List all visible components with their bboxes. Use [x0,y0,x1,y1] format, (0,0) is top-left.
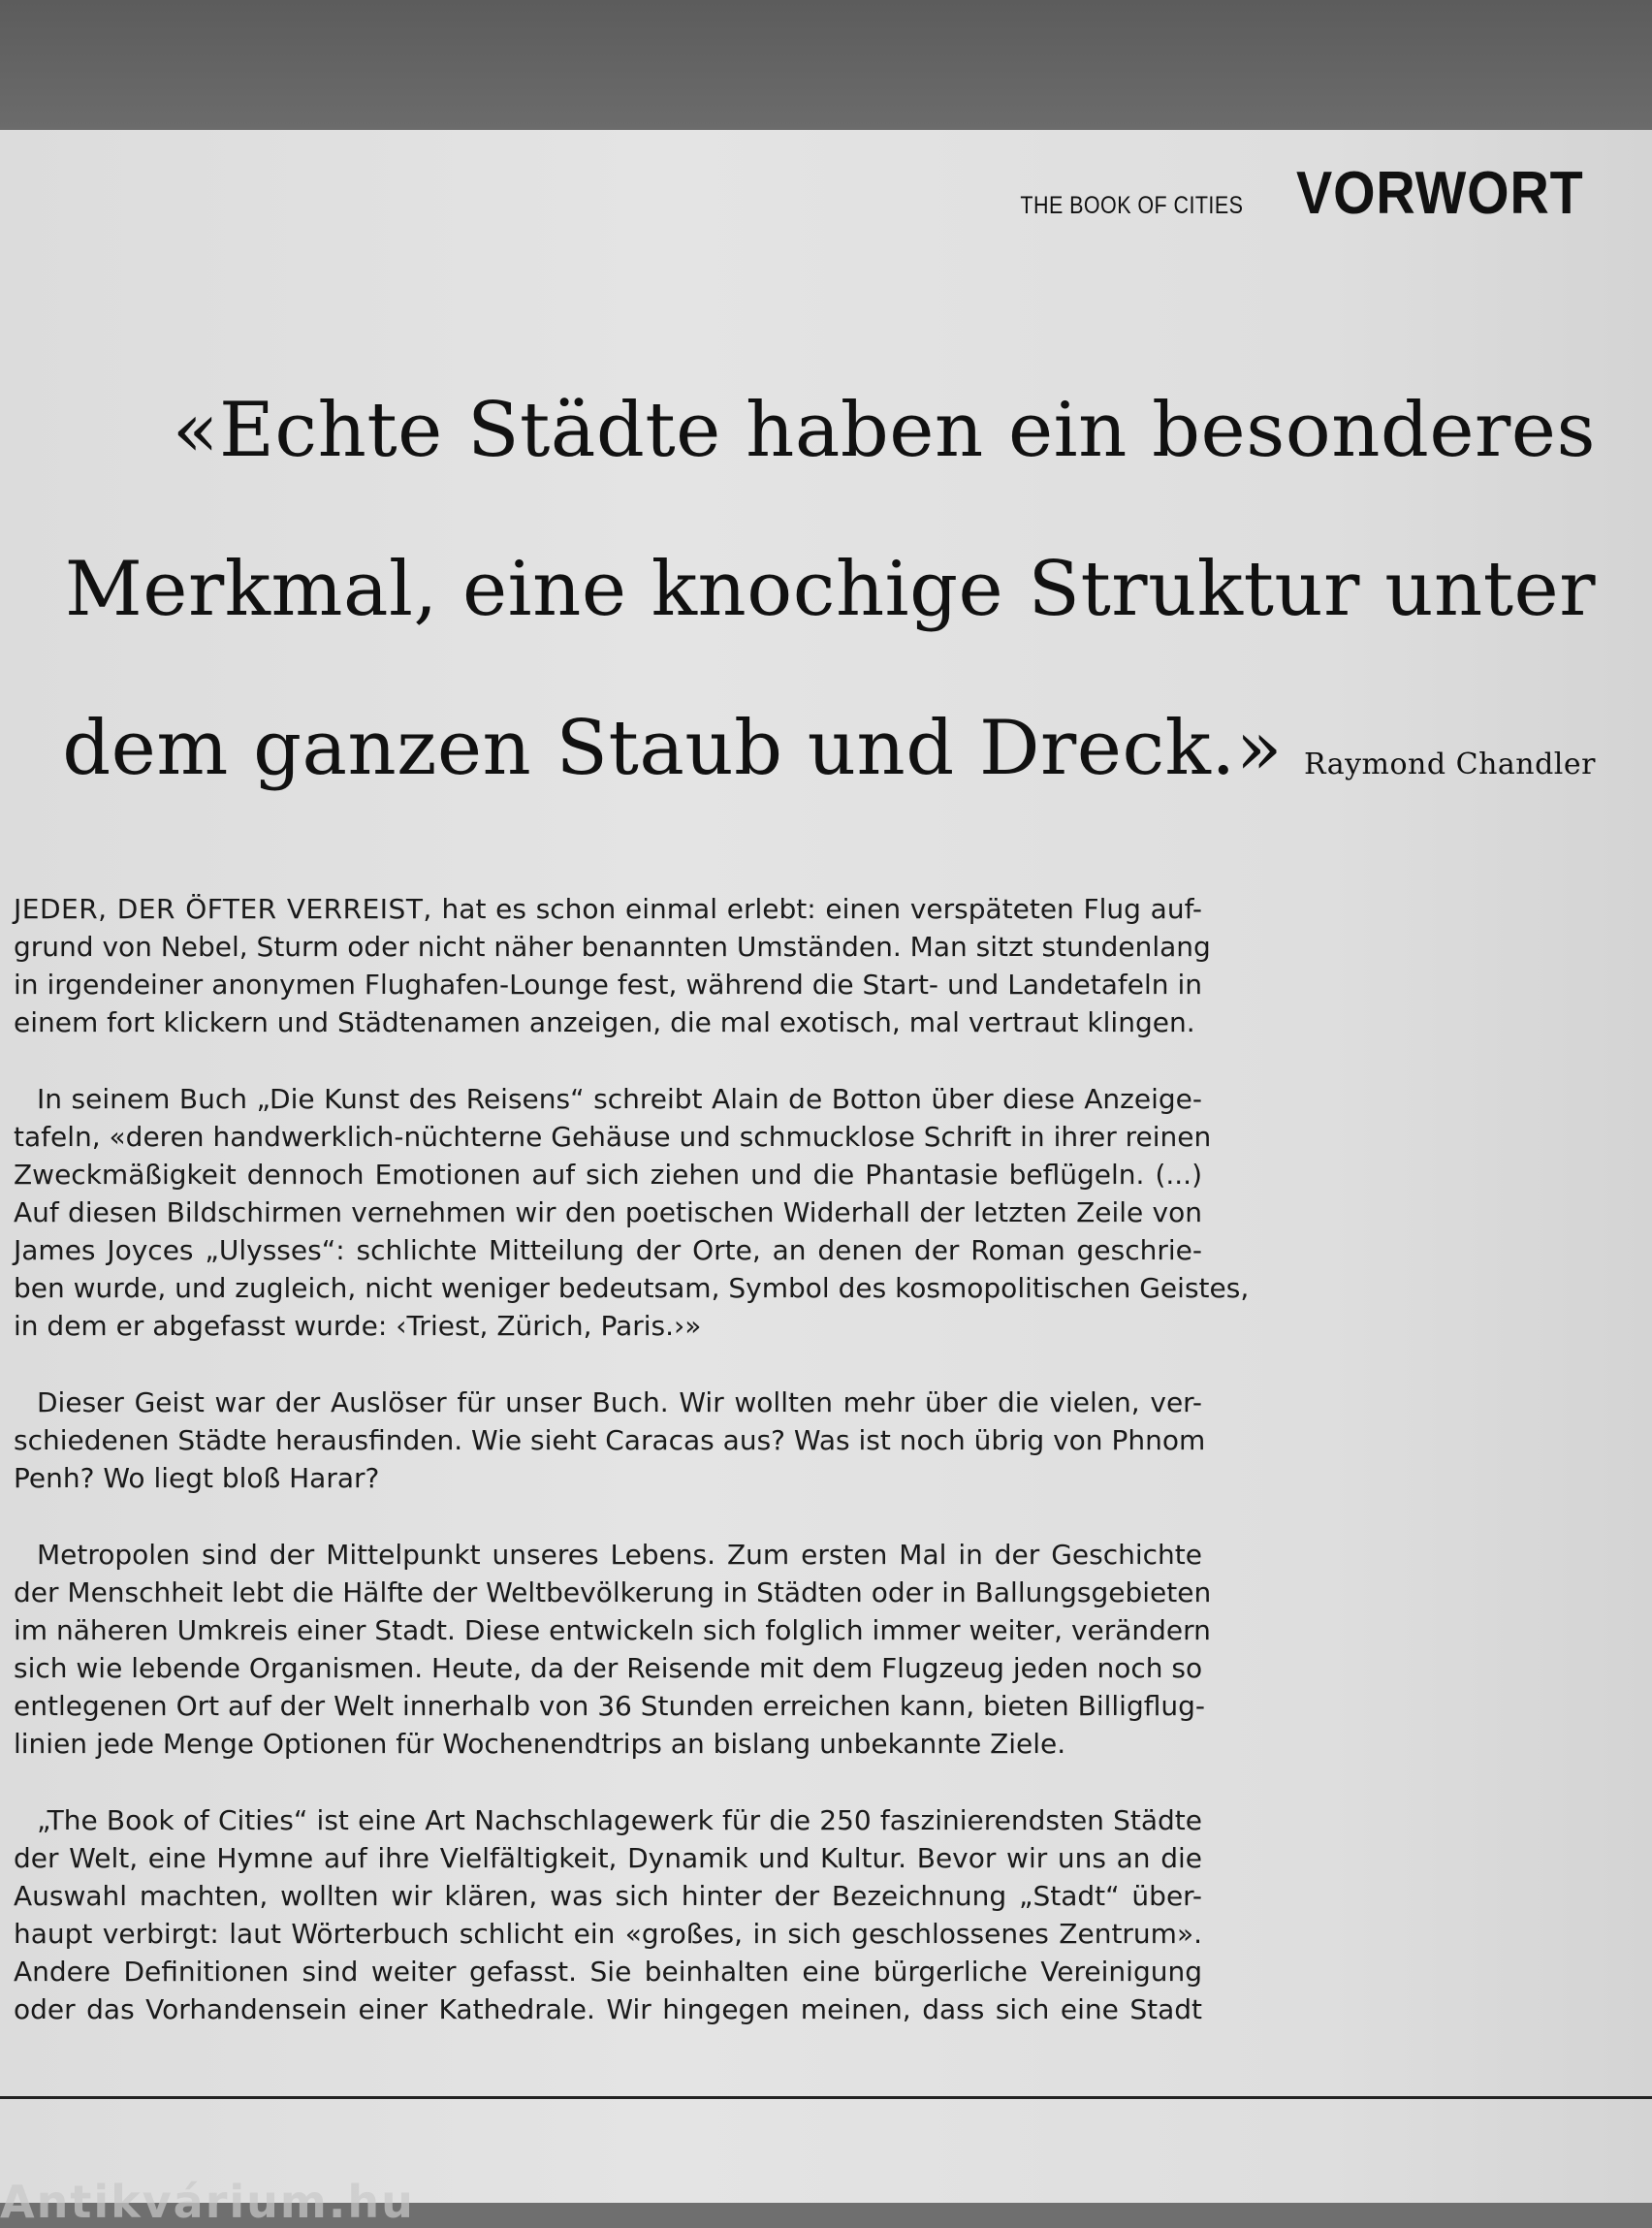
text-line: einem fort klickern und Städtenamen anzeigen, die mal exotisch, mal vertraut klingen. [14,1006,1195,1038]
running-head [984,159,1584,228]
watermark: Antikvárium.hu [0,2176,415,2228]
section-title: VORWORT [1296,160,1584,227]
quote-line: Merkmal, eine knochige Struktur unter [64,546,1596,633]
text-line: linien jede Menge Optionen für Wochenendtrips an bislang unbekannte Ziele. [14,1728,1066,1760]
text-line: sich wie lebende Organismen. Heute, da der Reisende mit dem Flugzeug jeden noch so [14,1652,1203,1684]
text-line: haupt verbirgt: laut Wörterbuch schlicht ein «großes, in sich geschlossenes Zentrum». [14,1918,1202,1950]
text-line: Auf diesen Bildschirmen vernehmen wir den poetischen Widerhall der letzten Zeile von [14,1196,1202,1228]
text-line: grund von Nebel, Sturm oder nicht näher benannten Umständen. Man sitzt stundenlang [14,931,1211,963]
text-line: oder das Vorhandensein einer Kathedrale. Wir hingegen meinen, dass sich eine Stadt [14,1993,1202,2025]
text-line: Auswahl machten, wollten wir klären, was sich hinter der Bezeichnung „Stadt“ über- [14,1880,1202,1912]
text-line: der Menschheit lebt die Hälfte der Weltbevölkerung in Städten oder in Ballungsgebieten [14,1576,1212,1608]
body-text [14,890,1250,2067]
quote-line-last [0,669,1596,844]
text-line: „The Book of Cities“ ist eine Art Nachschlagewerk für die 250 faszinierendsten Städte [37,1804,1202,1836]
text-line: schiedenen Städte herausfinden. Wie sieht Caracas aus? Was ist noch übrig von Phnom [14,1424,1206,1456]
text-line: Metropolen sind der Mittelpunkt unseres Lebens. Zum ersten Mal in der Geschichte [37,1539,1202,1571]
paragraph [14,1536,1212,1763]
epigraph-quote [0,351,1596,844]
text-line: Penh? Wo liegt bloß Harar? [14,1462,380,1494]
text-line: im näheren Umkreis einer Stadt. Diese entwickeln sich folglich immer weiter, verändern [14,1614,1211,1646]
paragraph [14,1384,1206,1497]
quote-author: Raymond Chandler [1303,748,1596,781]
text-line: Andere Definitionen sind weiter gefasst. Sie beinhalten eine bürgerliche Vereinigung [14,1956,1202,1988]
footer-rule [0,2096,1652,2099]
book-title: THE BOOK OF CITIES [1020,192,1244,219]
text-line: tafeln, «deren handwerklich-nüchterne Gehäuse und schmucklose Schrift in ihrer reinen [14,1121,1212,1153]
paragraph [14,1801,1202,2028]
text-line: der Welt, eine Hymne auf ihre Vielfältigkeit, Dynamik und Kultur. Bevor wir uns an die [14,1842,1202,1874]
lead-in: JEDER, DER ÖFTER VERREIST, [14,893,432,925]
text-line-content: hat es schon einmal erlebt: einen verspäteten Flug auf- [431,893,1202,925]
text-line: ben wurde, und zugleich, nicht weniger bedeutsam, Symbol des kosmopolitischen Geistes, [14,1272,1250,1304]
text-line: in dem er abgefasst wurde: ‹Triest, Zürich, Paris.›» [14,1310,702,1342]
paragraph [14,1080,1250,1345]
text-line: in irgendeiner anonymen Flughafen-Lounge fest, während die Start- und Landetafeln in [14,969,1202,1001]
text-line: James Joyces „Ulysses“: schlichte Mitteilung der Orte, an denen der Roman geschrie- [14,1234,1202,1266]
text-line: Dieser Geist war der Auslöser für unser Buch. Wir wollten mehr über die vielen, ver- [37,1386,1202,1418]
book-page [0,130,1652,2203]
text-line: Zweckmäßigkeit dennoch Emotionen auf sich ziehen und die Phantasie beflügeln. (...) [14,1159,1202,1191]
quote-line: «Echte Städte haben ein besonderes [172,387,1596,474]
quote-text: dem ganzen Staub und Dreck.» [62,705,1283,792]
text-line: In seinem Buch „Die Kunst des Reisens“ schreibt Alain de Botton über diese Anzeige- [37,1083,1202,1115]
paragraph [14,890,1211,1041]
text-line: entlegenen Ort auf der Welt innerhalb von 36 Stunden erreichen kann, bieten Billigflug- [14,1690,1205,1722]
text-line [14,890,1202,928]
